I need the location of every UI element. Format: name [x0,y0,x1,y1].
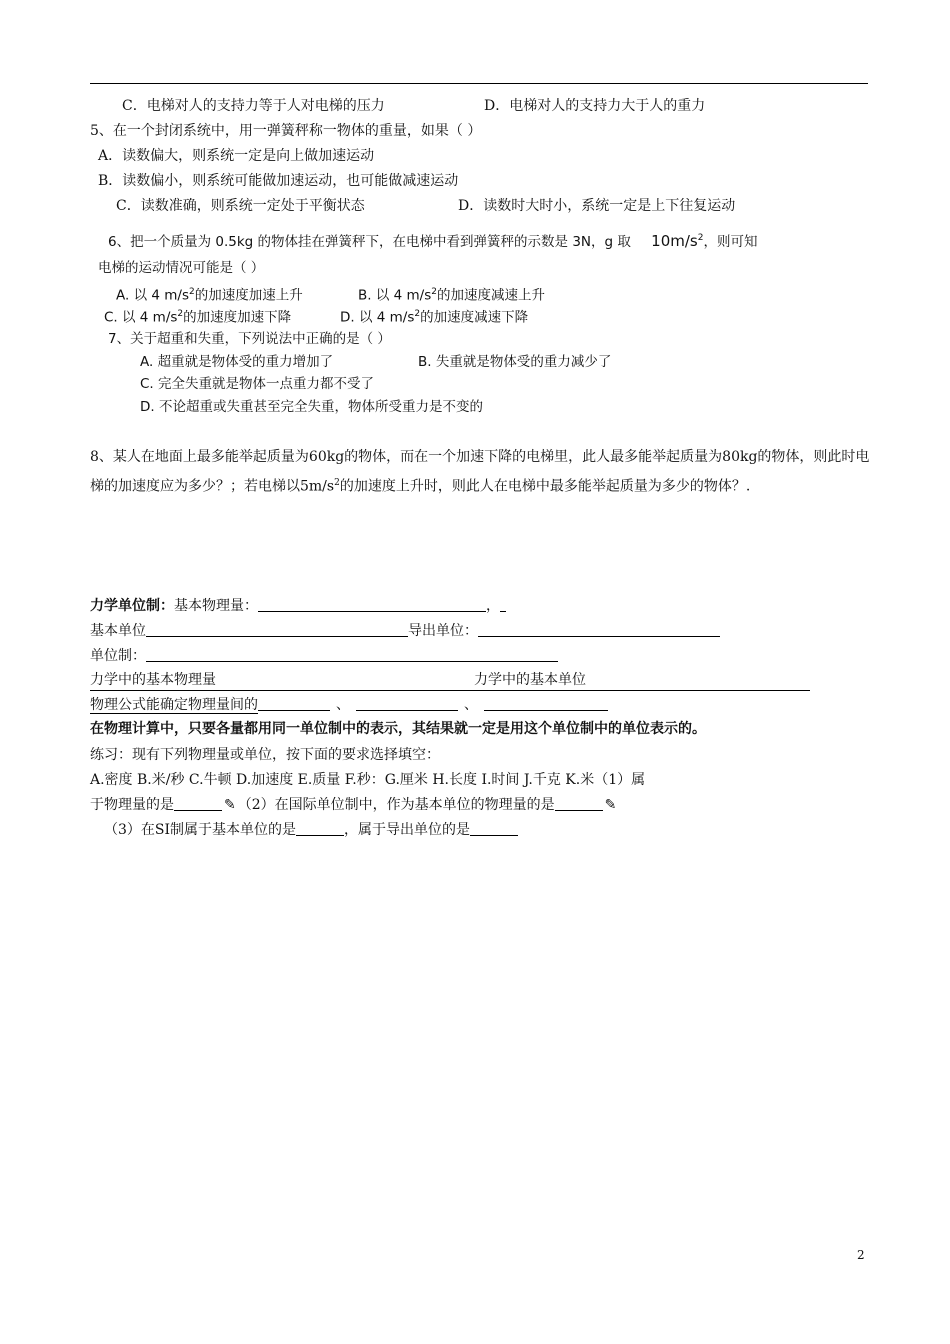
q6-option-d: D. 以 4 $m/s^2$的加速度减速下降 [340,309,529,326]
q5-option-c: C．读数准确，则系统一定处于平衡状态 [116,198,365,214]
q7-option-c: C. 完全失重就是物体一点重力都不受了 [140,376,375,392]
q5-stem: 5、在一个封闭系统中，用一弹簧秤称一物体的重量，如果（ ） [90,123,482,139]
q6-stem2: 电梯的运动情况可能是（ ） [98,260,265,276]
basic-unit-blank [146,622,408,637]
q4-option-d: D．电梯对人的支持力大于人的重力 [484,98,706,114]
q8-paragraph: 8、某人在地面上最多能举起质量为60kg的物体，而在一个加速下降的电梯里，此人最多能举起质量为80kg的物体，则此时电梯的加速度应为多少？；若电梯以$5m/s^2$的加速度上升时，则此人在电梯中最多能举起质量为多少的物体？. [90,449,870,495]
q6-stem [108,228,757,252]
answer-blank-2 [555,796,603,811]
q4-option-c: C．电梯对人的支持力等于人对电梯的压力 [122,98,385,114]
answer-blank-4 [470,821,518,836]
units-system-line: 单位制： [90,646,558,666]
units-formula-line: 物理公式能确定物理量间的 、 、 [90,695,608,715]
q7-option-a: A. 超重就是物体受的重力增加了 [140,354,334,370]
answer-blank-3 [296,821,344,836]
pen-mark: ✎ [604,797,617,813]
q6-option-c: C. 以 4 $m/s^2$的加速度加速下降 [104,309,292,326]
derived-unit-blank [478,622,720,637]
units-basic-unit-line: 基本单位 导出单位： [90,621,720,641]
exercise-line3: （3）在SI制属于基本单位的是 ，属于导出单位的是 [104,820,518,840]
units-basic-qty-line: 力学单位制：基本物理量： ， [90,596,506,616]
q5-option-d: D．读数时大时小，系统一定是上下往复运动 [458,198,736,214]
units-title: 力学单位制： [90,598,174,614]
exercise-options: A.密度 B.米/秒 C.牛顿 D.加速度 E.质量 F.秒：G.厘米 H.长度 I.时间 J.千克 K.米（1）属 [90,772,646,788]
exercise-intro: 练习：现有下列物理量或单位，按下面的要求选择填空： [90,747,440,763]
basic-qty-blank [258,597,486,612]
units-mech-line [90,670,810,691]
unit-system-blank [146,647,558,662]
q6-option-a: A. 以 4 $m/s^2$的加速度加速上升 [116,287,303,304]
q7-option-d: D. 不论超重或失重甚至完全失重，物体所受重力是不变的 [140,399,483,415]
exercise-line2: 于物理量的是 ✎ （2）在国际单位制中，作为基本单位的物理量的是 ✎ [90,797,617,813]
q5-option-a: A．读数偏大，则系统一定是向上做加速运动 [98,148,375,164]
q6-option-b: B. 以 4 $m/s^2$的加速度减速上升 [358,287,545,304]
q5-option-b: B．读数偏小，则系统可能做加速运动，也可能做减速运动 [98,173,459,189]
mech-basic-qty: 力学中的基本物理量 [90,670,474,691]
q7-option-b: B. 失重就是物体受的重力减少了 [418,354,612,370]
mech-basic-unit: 力学中的基本单位 [474,670,810,691]
q7-stem: 7、关于超重和失重，下列说法中正确的是（ ） [108,331,391,347]
header-rule [90,83,868,84]
answer-blank-1 [174,796,222,811]
pen-mark: ✎ [224,797,236,813]
units-bold-note: 在物理计算中，只要各量都用同一单位制中的表示，其结果就一定是用这个单位制中的单位表示的。 [90,721,706,737]
g-value: $10m/s^2$ [651,232,704,250]
q6-stem-end: ，则可知 [703,234,758,250]
q6-stem-text: 6、把一个质量为 0.5kg 的物体挂在弹簧秤下，在电梯中看到弹簧秤的示数是 3N，g 取 [108,234,631,250]
page-number: 2 [857,1248,865,1262]
